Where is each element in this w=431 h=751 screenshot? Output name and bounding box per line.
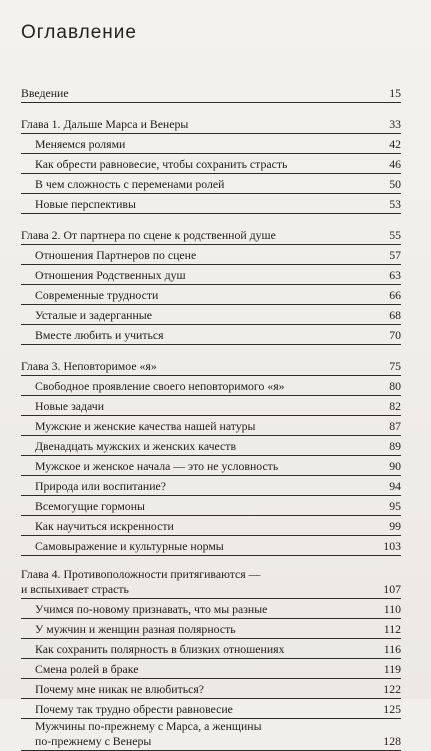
toc-entry (21, 285, 401, 305)
table-of-contents (21, 72, 401, 751)
toc-entry-page: 33 (389, 117, 401, 131)
toc-entry-title: Самовыражение и культурные нормы (35, 539, 224, 553)
toc-entry-page: 63 (389, 268, 401, 282)
toc-entry (21, 114, 401, 134)
toc-entry-title: Смена ролей в браке (35, 662, 139, 676)
toc-entry (21, 456, 401, 476)
toc-entry-title: Вместе любить и учиться (35, 328, 164, 342)
toc-entry-title: Мужские и женские качества нашей натуры (35, 419, 256, 433)
toc-entry (21, 679, 401, 699)
toc-entry-title: В чем сложность с переменами ролей (35, 177, 225, 191)
toc-entry-page: 46 (389, 157, 401, 171)
toc-entry-page: 128 (383, 734, 401, 748)
toc-entry-page: 75 (389, 359, 401, 373)
toc-entry-page: 68 (389, 308, 401, 322)
toc-entry-page: 103 (383, 539, 401, 553)
toc-entry-title: Глава 2. От партнера по сцене к родственной душе (21, 228, 276, 242)
toc-entry-page: 53 (389, 197, 401, 211)
toc-entry-page: 80 (389, 379, 401, 393)
toc-entry-title: Почему мне никак не влюбиться? (35, 682, 205, 696)
toc-entry-page: 125 (383, 702, 401, 716)
toc-entry (21, 619, 401, 639)
toc-entry-page: 70 (389, 328, 401, 342)
toc-entry-page: 15 (389, 86, 401, 100)
toc-entry-title: У мужчин и женщин разная полярность (35, 622, 236, 636)
toc-entry-page: 42 (389, 137, 401, 151)
toc-entry-title: Как сохранить полярность в близких отношениях (35, 642, 285, 656)
toc-entry-title: Двенадцать мужских и женских качеств (35, 439, 237, 453)
toc-entry (21, 134, 401, 154)
toc-entry (21, 396, 401, 416)
toc-entry (21, 639, 401, 659)
toc-entry-title: Глава 1. Дальше Марса и Венеры (21, 117, 189, 131)
toc-entry (21, 516, 401, 536)
toc-entry-page: 99 (389, 519, 401, 533)
toc-entry-page: 89 (389, 439, 401, 453)
toc-entry-title: Современные трудности (35, 288, 159, 302)
toc-entry (21, 154, 401, 174)
toc-entry-title: Новые задачи (35, 399, 105, 413)
toc-entry (21, 476, 401, 496)
toc-entry (21, 225, 401, 245)
toc-entry-title: Природа или воспитание? (35, 479, 167, 493)
toc-entry-title: Отношения Родственных душ (35, 268, 186, 282)
toc-entry-page: 57 (389, 248, 401, 262)
toc-entry-page: 66 (389, 288, 401, 302)
toc-entry (21, 305, 401, 325)
toc-entry-title: Отношения Партнеров по сцене (35, 248, 197, 262)
toc-entry-title: Меняемся ролями (35, 137, 126, 151)
toc-entry-title: Как обрести равновесие, чтобы сохранить страсть (35, 157, 288, 171)
toc-entry (21, 567, 401, 599)
toc-entry-page: 50 (389, 177, 401, 191)
toc-entry-page: 112 (383, 622, 401, 636)
toc-entry (21, 245, 401, 265)
toc-entry-page: 95 (389, 499, 401, 513)
toc-entry-title: Глава 3. Неповторимое «я» (21, 359, 157, 373)
toc-entry (21, 265, 401, 285)
toc-entry-title: Мужское и женское начала — это не условность (35, 459, 279, 473)
toc-entry (21, 356, 401, 376)
toc-entry-page: 107 (383, 582, 401, 596)
toc-entry-title: Свободное проявление своего неповторимого «я» (35, 379, 285, 393)
toc-entry-page: 110 (383, 602, 401, 616)
toc-entry (21, 599, 401, 619)
toc-entry-title: Учимся по-новому признавать, что мы разные (35, 602, 268, 616)
toc-entry-title: Новые перспективы (35, 197, 136, 211)
toc-entry-title: Мужчины по-прежнему с Марса, а женщины по-прежнему с Венеры (35, 719, 262, 748)
toc-entry (21, 659, 401, 679)
toc-entry-page: 82 (389, 399, 401, 413)
toc-entry (21, 496, 401, 516)
toc-entry-title: Всемогущие гормоны (35, 499, 145, 513)
toc-entry-page: 55 (389, 228, 401, 242)
toc-entry (21, 436, 401, 456)
toc-entry-page: 87 (389, 419, 401, 433)
toc-entry (21, 325, 401, 345)
toc-entry (21, 719, 401, 751)
toc-entry-title: Почему так трудно обрести равновесие (35, 702, 233, 716)
toc-entry-title: Усталые и задерганные (35, 308, 152, 322)
toc-entry (21, 194, 401, 214)
toc-entry (21, 376, 401, 396)
page-title: Оглавление (21, 22, 137, 43)
toc-entry-page: 122 (383, 682, 401, 696)
toc-entry-page: 119 (383, 662, 401, 676)
toc-entry (21, 416, 401, 436)
toc-entry-title: Введение (21, 86, 69, 100)
toc-entry (21, 83, 401, 103)
toc-entry (21, 699, 401, 719)
toc-entry (21, 174, 401, 194)
toc-entry-title: Как научиться искренности (35, 519, 174, 533)
toc-entry (21, 536, 401, 556)
toc-entry-page: 94 (389, 479, 401, 493)
toc-entry-title: Глава 4. Противоположности притягиваются — и вспыхивает страсть (21, 567, 261, 596)
toc-entry-page: 116 (383, 642, 401, 656)
toc-entry-page: 90 (389, 459, 401, 473)
